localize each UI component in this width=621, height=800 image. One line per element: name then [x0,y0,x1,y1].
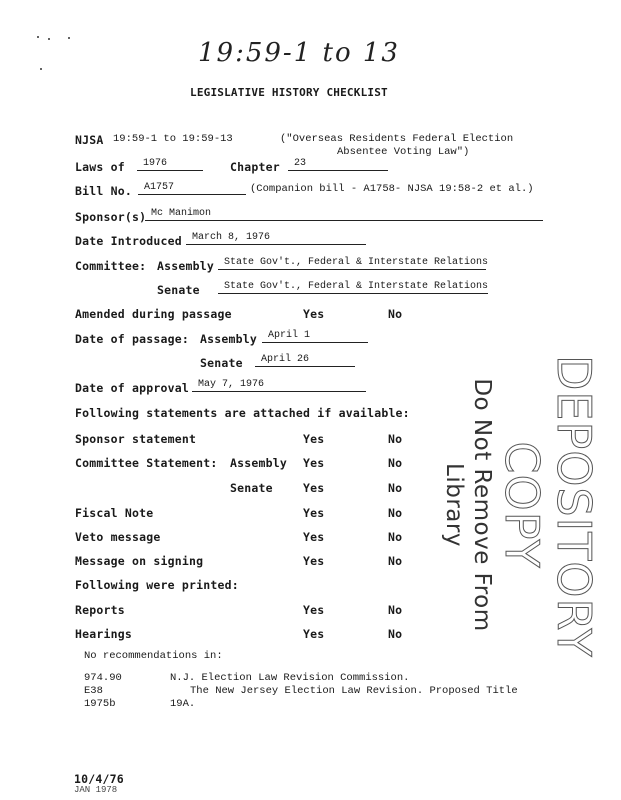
njsa-value: 19:59-1 to 19:59-13 [113,133,233,145]
hearings-yes: Yes [303,627,325,641]
call-number-3: 1975b [84,698,116,710]
passage-assembly-field: April 1 [262,330,368,343]
printed-heading: Following were printed: [75,578,239,592]
ink-speck [68,37,70,39]
committee-statement-label: Committee Statement: [75,456,218,470]
passage-senate-field: April 26 [255,354,355,367]
reports-label: Reports [75,603,125,617]
bill-field: A1757 [138,182,246,195]
amended-yes: Yes [303,307,325,321]
hearings-no: No [388,627,403,641]
fiscal-note-yes: Yes [303,506,325,520]
committee-senate-statement-label: Senate [230,481,273,495]
committee-statement-yes: Yes [303,456,325,470]
njsa-title-line2: Absentee Voting Law") [337,146,470,158]
veto-message-yes: Yes [303,530,325,544]
date-introduced-label: Date Introduced [75,234,182,248]
companion-bill: (Companion bill - A1758- NJSA 19:58-2 et al.) [250,183,534,195]
footer-stamp-date: JAN 1978 [74,785,118,795]
chapter-field: 23 [288,158,388,171]
passage-assembly-label: Assembly [200,332,257,346]
depository-copy-text: DEPOSITORY COPY [495,355,601,658]
sponsor-statement-no: No [388,432,403,446]
committee-label: Committee: [75,259,147,273]
call-number-1: 974.90 [84,672,122,684]
committee-senate-statement-yes: Yes [303,481,325,495]
footer-date: 10/4/76 [74,772,124,786]
sponsor-label: Sponsor(s) [75,210,147,224]
ink-speck [40,68,42,70]
reports-yes: Yes [303,603,325,617]
committee-senate-statement-no: No [388,481,403,495]
committee-statement-sub: Assembly [230,456,287,470]
laws-of-field: 1976 [137,158,203,171]
bill-label: Bill No. [75,184,132,198]
statements-heading: Following statements are attached if available: [75,406,410,420]
recommendation-line2: The New Jersey Election Law Revision. Proposed Title [190,685,518,697]
date-of-approval-label: Date of approval [75,381,189,395]
reports-no: No [388,603,403,617]
committee-statement-no: No [388,456,403,470]
recommendation-line3: 19A. [170,698,196,710]
handwritten-title: 19:59-1 to 13 [198,38,400,68]
date-of-approval-field: May 7, 1976 [192,379,366,392]
do-not-remove-text: Do Not Remove From Library [441,378,495,632]
depository-stamp [441,355,601,658]
date-of-passage-label: Date of passage: [75,332,189,346]
amended-no: No [388,307,403,321]
committee-assembly-field: State Gov't., Federal & Interstate Relations [218,257,486,270]
sponsor-field: Mc Manimon [145,208,543,221]
ink-speck [48,38,50,40]
message-on-signing-no: No [388,554,403,568]
hearings-label: Hearings [75,627,132,641]
committee-senate-label: Senate [157,283,200,297]
passage-senate-label: Senate [200,356,243,370]
date-introduced-field: March 8, 1976 [186,232,366,245]
veto-message-no: No [388,530,403,544]
chapter-label: Chapter [230,160,280,174]
sponsor-statement-yes: Yes [303,432,325,446]
recommendation-line1: N.J. Election Law Revision Commission. [170,672,410,684]
sponsor-statement-label: Sponsor statement [75,432,197,446]
call-number-2: E38 [84,685,103,697]
ink-speck [37,36,39,38]
recommendations-intro: No recommendations in: [84,650,223,662]
njsa-title-line1: ("Overseas Residents Federal Election [280,133,514,145]
laws-of-label: Laws of [75,160,125,174]
committee-assembly-label: Assembly [157,259,214,273]
committee-senate-field: State Gov't., Federal & Interstate Relations [218,281,488,294]
veto-message-label: Veto message [75,530,161,544]
amended-label: Amended during passage [75,307,232,321]
message-on-signing-label: Message on signing [75,554,204,568]
message-on-signing-yes: Yes [303,554,325,568]
njsa-label: NJSA [75,133,104,147]
page-title: LEGISLATIVE HISTORY CHECKLIST [190,86,388,99]
fiscal-note-no: No [388,506,403,520]
fiscal-note-label: Fiscal Note [75,506,154,520]
